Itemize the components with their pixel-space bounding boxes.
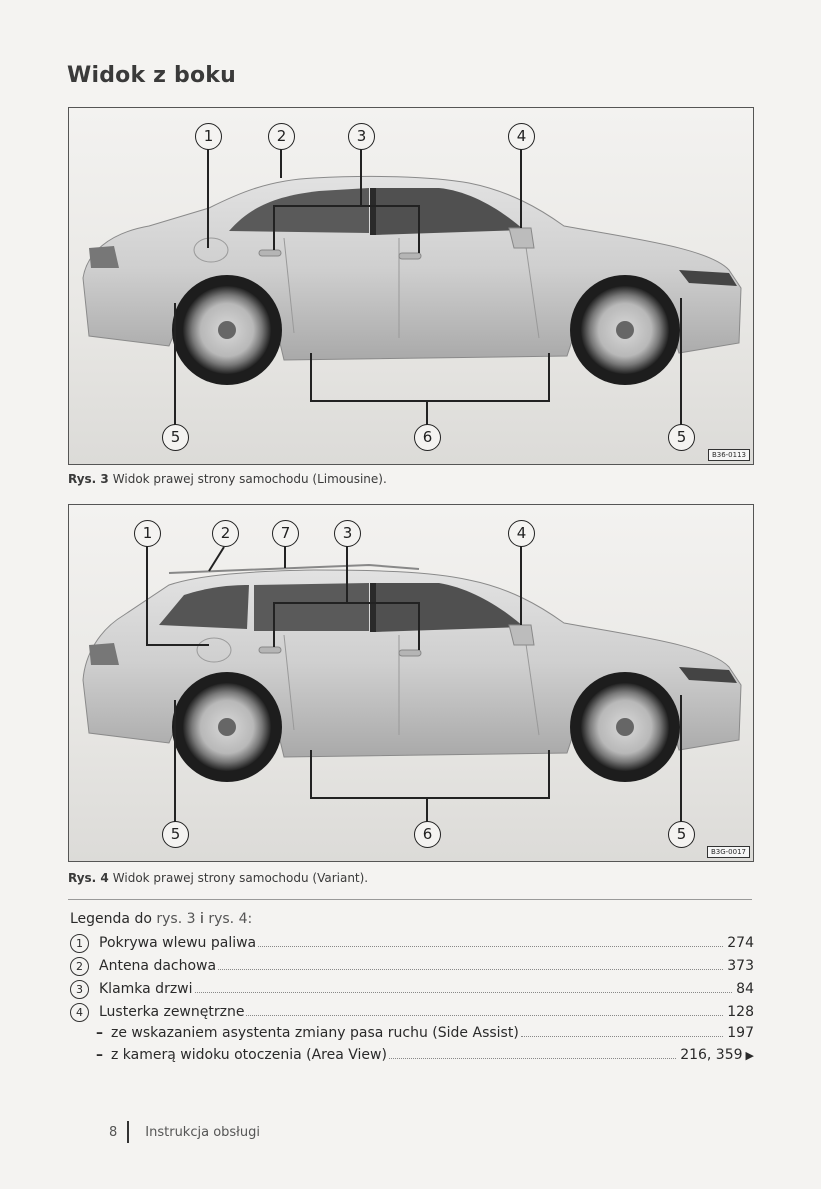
figure-variant xyxy=(68,504,754,862)
callout-6: 6 xyxy=(414,821,441,848)
legend-heading xyxy=(70,911,252,927)
page-title: Widok z boku xyxy=(67,63,236,88)
leader-dots xyxy=(218,969,723,970)
page-reference[interactable]: 274 xyxy=(727,935,754,951)
callout-3: 3 xyxy=(334,520,361,547)
car-illustration-variant xyxy=(69,505,753,861)
page-reference[interactable]: 216, 359 xyxy=(680,1047,743,1063)
callout-2: 2 xyxy=(268,123,295,150)
car-illustration-limousine xyxy=(69,108,753,464)
page-number: 8 xyxy=(109,1124,118,1140)
legend-item xyxy=(70,934,754,954)
dash-bullet: – xyxy=(96,1025,103,1041)
leader-dots xyxy=(521,1036,723,1037)
figure-ref-link[interactable]: rys. 4: xyxy=(208,911,253,927)
legend-sub-item xyxy=(70,1047,754,1067)
caption-text: Widok prawej strony samochodu (Variant). xyxy=(112,871,369,885)
callout-2: 2 xyxy=(212,520,239,547)
legend-number: 4 xyxy=(70,1003,89,1022)
legend-number: 1 xyxy=(70,934,89,953)
legend-label: Pokrywa wlewu paliwa xyxy=(99,935,257,951)
legend-item xyxy=(70,957,754,977)
callout-5-front: 5 xyxy=(668,821,695,848)
legend-number: 3 xyxy=(70,980,89,999)
callout-4: 4 xyxy=(508,123,535,150)
page-reference[interactable]: 84 xyxy=(736,981,754,997)
callout-1: 1 xyxy=(134,520,161,547)
legend-item xyxy=(70,1003,754,1023)
legend-intro: Legenda do xyxy=(70,911,152,927)
legend-label: z kamerą widoku otoczenia (Area View) xyxy=(111,1047,387,1063)
callout-4: 4 xyxy=(508,520,535,547)
page-reference[interactable]: 373 xyxy=(727,958,754,974)
figure-code: B36-0113 xyxy=(708,449,750,461)
caption-label: Rys. 4 xyxy=(68,871,109,885)
leader-dots xyxy=(246,1015,723,1016)
callout-5-rear: 5 xyxy=(162,821,189,848)
figure-code: B3G-0017 xyxy=(707,846,750,858)
figure-caption xyxy=(68,472,387,486)
caption-label: Rys. 3 xyxy=(68,472,109,486)
manual-title: Instrukcja obsługi xyxy=(145,1124,260,1140)
page-footer xyxy=(109,1121,260,1143)
legend-label: Klamka drzwi xyxy=(99,981,193,997)
legend-number: 2 xyxy=(70,957,89,976)
callout-5-front: 5 xyxy=(668,424,695,451)
callout-5-rear: 5 xyxy=(162,424,189,451)
legend-label: ze wskazaniem asystenta zmiany pasa ruchu (Side Assist) xyxy=(111,1025,519,1041)
callout-3: 3 xyxy=(348,123,375,150)
legend-label: Lusterka zewnętrzne xyxy=(99,1004,245,1020)
callout-7: 7 xyxy=(272,520,299,547)
footer-divider xyxy=(127,1121,129,1143)
continue-arrow-icon: ▶ xyxy=(745,1049,754,1062)
callout-6: 6 xyxy=(414,424,441,451)
legend-label: Antena dachowa xyxy=(99,958,217,974)
leader-dots xyxy=(258,946,723,947)
leader-dots xyxy=(389,1058,676,1059)
leader-dots xyxy=(195,992,733,993)
callout-1: 1 xyxy=(195,123,222,150)
legend-sub-item xyxy=(70,1025,754,1045)
dash-bullet: – xyxy=(96,1047,103,1063)
section-divider xyxy=(68,899,752,900)
caption-text: Widok prawej strony samochodu (Limousine). xyxy=(112,472,387,486)
figure-caption xyxy=(68,871,368,885)
legend-item xyxy=(70,980,754,1000)
page-reference[interactable]: 197 xyxy=(727,1025,754,1041)
figure-ref-link[interactable]: rys. 3 xyxy=(156,911,196,927)
figure-limousine xyxy=(68,107,754,465)
legend-conjunction: i xyxy=(199,911,204,927)
page-reference[interactable]: 128 xyxy=(727,1004,754,1020)
